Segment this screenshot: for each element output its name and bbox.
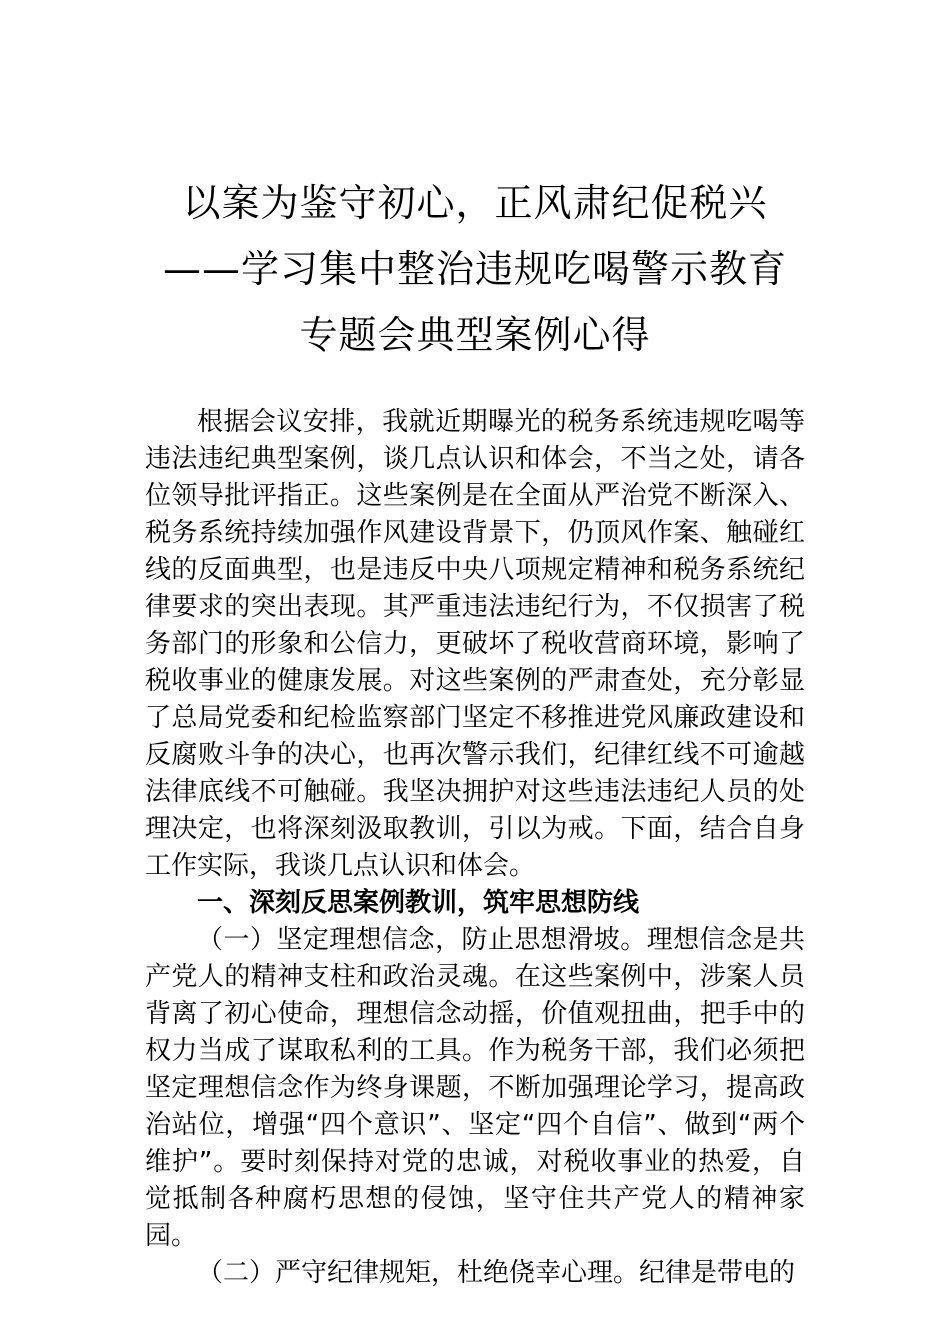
section-heading-1: 一、深刻反思案例教训，筑牢思想防线 xyxy=(197,888,640,918)
subsection-paragraph-1: （一）坚定理想信念，防止思想滑坡。理想信念是共产党人的精神支柱和政治灵魂。在这些案例中，涉案人员背离了初心使命，理想信念动摇，价值观扭曲，把手中的权力当成了谋取私利的工具。作为税务干部，我们必须把坚定理想信念作为终身课题，不断加强理论学习，提高政治站位，增强“四个意识”、坚定“四个自信”、做到“两个维护”。要时刻保持对党的忠诚，对税收事业的热爱，自觉抵制各种腐朽思想的侵蚀，坚守住共产党人的精神家园。 xyxy=(145,925,805,1251)
document-body xyxy=(145,404,805,1292)
subsection-paragraph-2: （二）严守纪律规矩，杜绝侥幸心理。纪律是带电的 xyxy=(197,1258,796,1288)
intro-paragraph: 根据会议安排，我就近期曝光的税务系统违规吃喝等违法违纪典型案例，谈几点认识和体会，不当之处，请各位领导批评指正。这些案例是在全面从严治党不断深入、税务系统持续加强作风建设背景下，仍顶风作案、触碰红线的反面典型，也是违反中央八项规定精神和税务系统纪律要求的突出表现。其严重违法违纪行为，不仅损害了税务部门的形象和公信力，更破坏了税收营商环境，影响了税收事业的健康发展。对这些案例的严肃查处，充分彰显了总局党委和纪检监察部门坚定不移推进党风廉政建设和反腐败斗争的决心，也再次警示我们，纪律红线不可逾越法律底线不可触碰。我坚决拥护对这些违法违纪人员的处理决定，也将深刻汲取教训，引以为戒。下面，结合自身工作实际，我谈几点认识和体会。 xyxy=(145,407,805,881)
document-title: 以案为鉴守初心，正风肃纪促税兴——学习集中整治违规吃喝警示教育专题会典型案例心得 xyxy=(162,181,787,357)
